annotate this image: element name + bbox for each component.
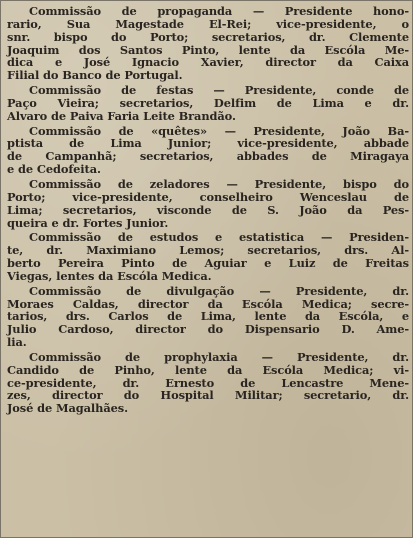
text-line: Porto; vice-presidente, conselheiro Wenceslau de (7, 189, 409, 204)
text-line: Commissão de zeladores — Presidente, bispo do (29, 176, 409, 191)
text-line: Commissão de divulgação — Presidente, dr. (29, 283, 409, 298)
text-line: berto Pereira Pinto de Aguiar e Luiz de Freitas (7, 256, 409, 271)
paragraph-divulgacao (7, 285, 409, 349)
paragraph-quetes (7, 125, 409, 176)
text-line: zes, director do Hospital Militar; secretario, dr. (7, 388, 409, 403)
paragraph-zeladores (7, 178, 409, 229)
paragraph-propaganda (7, 5, 409, 82)
text-line: Moraes Caldas, director da Escóla Medica; secre- (7, 296, 409, 311)
text-line: José de Magalhães. (7, 401, 128, 416)
text-line: Julio Cardoso, director do Dispensario D. Ame- (7, 322, 409, 337)
text-line: Commissão de estudos e estatistica — Presiden- (29, 230, 409, 245)
text-line: Viegas, lentes da Escóla Medica. (7, 268, 212, 283)
text-line: de Campanhã; secretarios, abbades de Miragaya (7, 149, 409, 164)
text-line: Paço Vieira; secretarios, Delfim de Lima e dr. (7, 95, 409, 110)
text-line: Candido de Pinho, lente da Escóla Medica; vi- (7, 362, 409, 377)
text-line: Filial do Banco de Portugal. (7, 68, 183, 83)
text-line: Alvaro de Paiva Faria Leite Brandão. (7, 108, 236, 123)
text-line: lia. (7, 335, 27, 350)
paragraph-festas (7, 84, 409, 123)
text-line: e de Cedofeita. (7, 162, 101, 177)
text-line: Commissão de propaganda — Presidente hono- (29, 4, 409, 18)
text-line: snr. bispo do Porto; secretarios, dr. Clemente (7, 29, 409, 44)
paragraph-prophylaxia (7, 351, 409, 415)
article-column (7, 5, 409, 417)
text-line: Commissão de prophylaxia — Presidente, dr. (29, 349, 409, 364)
text-line: te, dr. Maximiano Lemos; secretarios, drs. Al- (7, 243, 409, 258)
text-line: queira e dr. Fortes Junior. (7, 215, 169, 230)
text-line: Lima; secretarios, visconde de S. João da Pes- (7, 202, 409, 217)
text-line: rario, Sua Magestade El-Rei; vice-presidente, o (7, 16, 409, 31)
text-line: tarios, drs. Carlos de Lima, lente da Escóla, e (7, 309, 409, 324)
text-line: Joaquim dos Santos Pinto, lente da Escóla Me- (7, 42, 409, 57)
text-line: ptista de Lima Junior; vice-presidente, abbade (7, 136, 409, 151)
text-line: ce-presidente, dr. Ernesto de Lencastre Mene- (7, 375, 409, 390)
paragraph-estudos (7, 231, 409, 282)
text-line: dica e José Ignacio Xavier, director da Caixa (7, 55, 409, 70)
text-line: Commissão de festas — Presidente, conde de (29, 83, 409, 98)
text-line: Commissão de «quêtes» — Presidente, João Ba- (29, 123, 409, 138)
